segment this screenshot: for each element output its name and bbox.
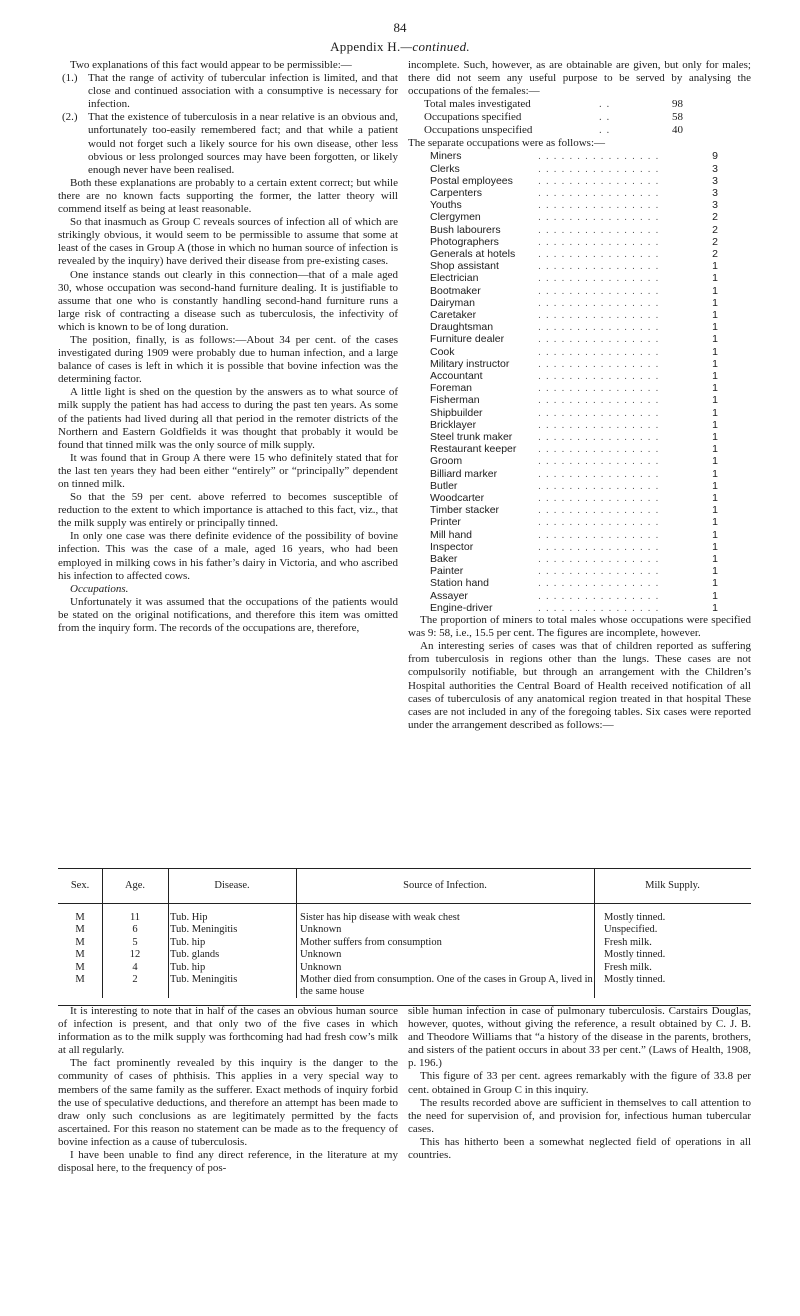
leader-dots: . . . . . . . . . . . . . . . .: [538, 296, 660, 309]
occupation-row: [430, 565, 751, 577]
occupation-name: Restaurant keeper: [430, 443, 517, 456]
occupation-count: 1: [712, 565, 718, 578]
occupation-row: [430, 224, 751, 236]
occupation-row: [430, 394, 751, 406]
occupation-row: [430, 175, 751, 187]
paragraph: An interesting series of cases was that of children reported as suffering from tuberculosis in regions other than the lungs. These cases are not compulsorily notifiable, but through an arrangement with the Children’s Hospital authorities the Central Board of Health received notification of all cases of tuberculosis of any anatomical region treated in that hospital These cases are not included in any of the foregoing tables. Six cases were reported under the arrangement described as follows:—: [408, 640, 751, 731]
occupation-row: [430, 553, 751, 565]
occupation-row: [430, 443, 751, 455]
occupation-name: Clergymen: [430, 211, 481, 224]
occupation-row: [430, 577, 751, 589]
page-number: 84: [393, 20, 407, 35]
occupation-count: 1: [712, 455, 718, 468]
occupation-row: [430, 431, 751, 443]
paragraph: So that the 59 per cent. above referred to becomes susceptible of reduction to the extent to which importance is attached to this fact, viz., that the milk supply was entirely or principally tinned.: [58, 491, 398, 530]
cell-age: 12: [129, 949, 141, 961]
paragraph: This has hitherto been a somewhat neglected field of operations in all countries.: [408, 1135, 751, 1162]
occupation-count: 1: [712, 479, 718, 492]
cell-source: Unknown: [300, 949, 342, 961]
occupation-name: Cook: [430, 345, 455, 358]
occupation-list: [408, 150, 751, 614]
occupation-name: Generals at hotels: [430, 248, 516, 260]
cell-source: Unknown: [300, 924, 342, 936]
occupation-count: 1: [712, 540, 718, 553]
occupation-row: [430, 260, 751, 272]
occupation-count: 1: [712, 260, 718, 273]
occupation-row: [430, 455, 751, 467]
table-row: [58, 949, 751, 961]
leader-dots: . . . . . . . . . . . . . . . .: [538, 162, 660, 175]
occupation-name: Mill hand: [430, 528, 473, 541]
paragraph: It was found that in Group A there were 15 who definitely stated that for the last ten years they had been either “entirely” or “principally” dependent on tinned milk.: [58, 451, 398, 490]
occupation-count: 1: [712, 345, 718, 358]
occupation-name: Bush labourers: [430, 223, 501, 236]
occupation-name: Furniture dealer: [430, 333, 505, 346]
occupation-name: Photographers: [430, 235, 499, 248]
occupation-name: Caretaker: [430, 309, 477, 322]
occupation-name: Bricklayer: [430, 418, 477, 431]
occupation-name: Billiard marker: [430, 467, 498, 480]
leader-dots: . . . . . . . . . . . . . . . .: [538, 382, 660, 395]
cell-source: Sister has hip disease with weak chest: [300, 912, 460, 923]
leader-dots: . . . . . . . . . . . . . . . .: [538, 540, 660, 553]
bottom-left-column: [58, 1005, 398, 1175]
column-divider: [168, 868, 169, 998]
paragraph: The results recorded above are sufficient in themselves to call attention to the need for supervision of, and provision for, infectious human tubercular cases.: [408, 1096, 751, 1135]
list-item-number: (1.): [62, 72, 78, 85]
table-row: [58, 912, 751, 924]
summary-row: Occupations unspecified . . 40: [424, 124, 683, 137]
paragraph: This figure of 33 per cent. agrees remarkably with the figure of 33.8 per cent. obtained in Group C in this inquiry.: [408, 1070, 751, 1096]
occupation-count: 1: [712, 528, 718, 541]
cell-milk-supply: Mostly tinned.: [604, 912, 666, 923]
cell-milk-supply: Mostly tinned.: [604, 974, 666, 986]
occupation-count: 1: [712, 577, 718, 590]
leader-dots: . . . . . . . . . . . . . . . .: [538, 516, 660, 529]
occupation-name: Bootmaker: [430, 284, 481, 297]
cell-milk-supply: Fresh milk.: [604, 936, 652, 948]
paragraph: Unfortunately it was assumed that the occupations of the patients would be stated on the original notifications, and therefore this item was omitted from the inquiry form. The records of the occupations are, therefore,: [58, 595, 398, 635]
occupation-row: [430, 602, 751, 614]
leader-dots: . . . . . . . . . . . . . . . .: [538, 211, 660, 224]
occupation-name: Groom: [430, 455, 463, 468]
leader-dots: . . . . . . . . . . . . . . . .: [538, 186, 660, 199]
cell-sex: M: [75, 936, 85, 948]
summary-count: 58: [672, 111, 683, 124]
cell-sex: M: [75, 924, 85, 936]
leader-dots: . . . . . . . . . . . . . . . .: [538, 455, 660, 468]
table-row: [58, 962, 751, 974]
leader-dots: . . . . . . . . . . . . . . . .: [538, 431, 660, 444]
leader-dots: . . . . . . . . . . . . . . . .: [538, 406, 660, 419]
occupation-name: Timber stacker: [430, 504, 500, 517]
cell-source: Mother suffers from consumption: [300, 936, 442, 948]
occupation-count: 2: [712, 235, 718, 248]
cell-milk-supply: Fresh milk.: [604, 961, 652, 973]
occupation-name: Clerks: [430, 162, 460, 175]
occupation-name: Postal employees: [430, 174, 513, 187]
leader-dots: . . . . . . . . . . . . . . . .: [538, 174, 660, 187]
occupation-count: 2: [712, 223, 718, 236]
occupation-row: [430, 370, 751, 382]
leader-dots: . . . . . . . . . . . . . . . .: [538, 492, 660, 505]
occupation-name: Baker: [430, 553, 458, 566]
occupation-name: Foreman: [430, 382, 473, 395]
leader-dots: . . . . . . . . . . . . . . . .: [538, 333, 660, 346]
leader-dots: . . . . . . . . . . . . . . . .: [538, 467, 660, 480]
occupation-count: 1: [712, 284, 718, 297]
occupation-row: [430, 297, 751, 309]
cell-disease: Tub. Hip: [170, 912, 208, 923]
header-disease: Disease.: [214, 879, 250, 891]
occupation-name: Dairyman: [430, 296, 475, 309]
occupation-count: 1: [712, 357, 718, 370]
occupation-count: 1: [712, 553, 718, 566]
leader-dots: . . . . . . . . . . . . . . . .: [538, 443, 660, 456]
occupation-name: Woodcarter: [430, 492, 485, 505]
occupation-count: 3: [712, 186, 718, 199]
occupation-row: [430, 541, 751, 553]
occupation-count: 1: [712, 394, 718, 407]
summary-label: Occupations unspecified: [424, 124, 533, 137]
occupation-row: [430, 248, 751, 260]
paragraph: The position, finally, is as follows:—About 34 per cent. of the cases investigated during 1909 were probably due to human infection, and a large balance of cases is left in which it is possible that bovine infection was the determining factor.: [58, 333, 398, 386]
leader-dots: . . . . . . . . . . . . . . . .: [538, 235, 660, 248]
right-column: [408, 59, 751, 732]
occupation-name: Carpenters: [430, 186, 482, 199]
cell-disease: Tub. Meningitis: [170, 974, 238, 986]
table-header: [58, 868, 751, 904]
occupation-count: 1: [712, 333, 718, 346]
occupation-row: [430, 199, 751, 211]
occupation-count: 1: [712, 443, 718, 456]
table-body: [58, 904, 751, 1006]
occupation-count: 1: [712, 504, 718, 517]
leader-dots: . . . . . . . . . . . . . . . .: [538, 260, 660, 273]
occupation-list-intro: The separate occupations were as follows:—: [408, 137, 606, 150]
bottom-right-column: [408, 1005, 751, 1162]
occupation-row: [430, 187, 751, 199]
occupation-count: 1: [712, 418, 718, 431]
cell-sex: M: [75, 974, 85, 986]
cell-sex: M: [75, 961, 85, 973]
occupation-count: 1: [712, 272, 718, 285]
running-head-title: Appendix H.: [330, 39, 401, 54]
cell-source: Mother died from consumption. One of the cases in Group A, lived in the same house: [300, 974, 593, 998]
cell-sex: M: [75, 949, 85, 961]
summary-row: Occupations specified . . 58: [424, 111, 683, 124]
occupation-count: 2: [712, 211, 718, 224]
leader-dots: . . . . . . . . . . . . . . . .: [538, 565, 660, 578]
occupation-name: Butler: [430, 479, 458, 492]
cell-sex: M: [75, 912, 85, 923]
leader-dots: . . . . . . . . . . . . . . . .: [538, 357, 660, 370]
paragraph: The fact prominently revealed by this inquiry is the danger to the community of cases of phthisis. This applies in a very special way to members of the same family as the sufferer. Exact methods of inquiry forbid the use of speculative deductions, and therefore an attempt has been made to draw only such conclusions as are legitimately permitted by the facts ascertained. For this reason no statement can be made as to the frequency of bovine infection as a cause of tuberculosis.: [58, 1057, 398, 1148]
occupation-row: [430, 236, 751, 248]
paragraph: One instance stands out clearly in this connection—that of a male aged 30, whose occupation was second-hand furniture dealing. It is justifiable to assume that one who is constantly handling second-hand furniture runs a large risk of contracting a disease such as tuberculosis, the infectivity of which is known to be of long duration.: [58, 268, 398, 333]
occupation-name: Assayer: [430, 589, 468, 602]
occupation-count: 1: [712, 431, 718, 444]
occupation-count: 1: [712, 296, 718, 309]
section-heading-occupations: Occupations.: [70, 582, 129, 595]
leader-dots: . . . . . . . . . . . . . . . .: [538, 199, 660, 212]
leader-dots: . . . . . . . . . . . . . . . .: [538, 553, 660, 566]
leader-dots: . . . . . . . . . . . . . . . .: [538, 504, 660, 517]
header-source: Source of Infection.: [403, 879, 487, 891]
occupation-row: [430, 211, 751, 223]
paragraph: The proportion of miners to total males whose occupations were specified was 9: 58, i.e., 15.5 per cent. The figures are incomplete, however.: [408, 614, 751, 640]
column-divider: [296, 868, 297, 998]
leader-dots: . . . . . . . . . . . . . . . .: [538, 150, 660, 163]
occupation-count: 1: [712, 406, 718, 419]
leader-dots: . . . . . . . . . . . . . . . .: [538, 479, 660, 492]
leader-dots: . . . . . . . . . . . . . . . .: [538, 309, 660, 322]
occupation-name: Draughtsman: [430, 321, 494, 334]
occupation-name: Steel trunk maker: [430, 431, 513, 444]
occupation-row: [430, 346, 751, 358]
occupation-name: Shop assistant: [430, 260, 499, 273]
occupation-name: Printer: [430, 516, 461, 529]
occupation-count: 1: [712, 601, 718, 614]
leader-dots: . . . . . . . . . . . . . . . .: [538, 345, 660, 358]
occupation-count: 1: [712, 321, 718, 334]
cell-milk-supply: Unspecified.: [604, 924, 658, 936]
summary-label: Occupations specified: [424, 111, 522, 124]
leader-dots: . . . . . . . . . . . . . . . .: [538, 577, 660, 590]
occupation-count: 3: [712, 199, 718, 212]
occupation-row: [430, 382, 751, 394]
occupation-name: Fisherman: [430, 394, 480, 407]
cell-age: 2: [132, 974, 138, 986]
occupation-row: [430, 419, 751, 431]
cell-disease: Tub. hip: [170, 961, 206, 973]
occupation-row: [430, 492, 751, 504]
occupation-name: Military instructor: [430, 357, 510, 370]
list-item: [58, 72, 398, 111]
header-sex: Sex.: [70, 879, 90, 891]
cell-milk-supply: Mostly tinned.: [604, 949, 666, 961]
occupation-name: Accountant: [430, 370, 483, 383]
cell-age: 4: [132, 961, 138, 973]
occupation-row: [430, 529, 751, 541]
leader-dots: . . . . . . . . . . . . . . . .: [538, 589, 660, 602]
left-column: [58, 59, 398, 635]
cell-disease: Tub. hip: [170, 936, 206, 948]
leader-dots: . . . . . . . . . . . . . . . .: [538, 370, 660, 383]
summary-label: Total males investigated: [424, 98, 531, 111]
summary-list: [408, 98, 751, 137]
occupation-name: Engine-driver: [430, 601, 493, 614]
table-row: [58, 924, 751, 936]
occupation-row: [430, 321, 751, 333]
summary-count: 40: [672, 124, 683, 137]
paragraph: Both these explanations are probably to a certain extent correct; but while there are no known facts supporting the former, the latter theory will commend itself as being at least reasonable.: [58, 176, 398, 216]
table-row: [58, 974, 751, 999]
occupation-count: 1: [712, 382, 718, 395]
column-divider: [594, 868, 595, 998]
occupation-count: 1: [712, 589, 718, 602]
occupation-row: [430, 309, 751, 321]
occupation-count: 3: [712, 174, 718, 187]
occupation-row: [430, 516, 751, 528]
occupation-count: 3: [712, 162, 718, 175]
leader-dots: . . . . . . . . . . . . . . . .: [538, 223, 660, 236]
occupation-row: [430, 468, 751, 480]
paragraph: I have been unable to find any direct reference, in the literature at my disposal here, to the frequency of pos-: [58, 1149, 398, 1175]
paragraph: incomplete. Such, however, as are obtainable are given, but only for males; there did not seem any useful purpose to be served by analysing the occupations of the females:—: [408, 59, 751, 98]
summary-row: Total males investigated . . 98: [424, 98, 683, 111]
occupation-count: 9: [712, 150, 718, 163]
occupation-row: [430, 163, 751, 175]
cell-source: Unknown: [300, 961, 342, 973]
occupation-row: [430, 358, 751, 370]
list-item-text: That the existence of tuberculosis in a near relative is an obvious and, unfortunately too-easily remembered fact; and that while a patient would not forget such a likely source for his own disease, other less obvious or less prolonged sources may have been forgotten, or likely enough never have been realised.: [88, 111, 398, 176]
leader-dots: . . . . . . . . . . . . . . . .: [538, 321, 660, 334]
paragraph: It is interesting to note that in half of the cases an obvious human source of infection is present, and that only two of the five cases in which information as to the milk supply was forthcoming had had fresh cow’s milk at all regularly.: [58, 1005, 398, 1057]
leader-dots: . . . . . . . . . . . . . . . .: [538, 394, 660, 407]
occupation-count: 1: [712, 516, 718, 529]
running-head-continued: —continued.: [400, 39, 470, 54]
children-cases-table: [58, 868, 751, 1006]
summary-count: 98: [672, 98, 683, 111]
leader-dots: . . . . . . . . . . . . . . . .: [538, 601, 660, 614]
table-row: [58, 937, 751, 949]
occupation-name: Miners: [430, 150, 462, 163]
occupation-name: Inspector: [430, 540, 474, 553]
cell-disease: Tub. glands: [170, 949, 220, 961]
header-milk-supply: Milk Supply.: [645, 879, 700, 891]
occupation-name: Youths: [430, 199, 462, 212]
paragraph: In only one case was there definite evidence of the possibility of bovine infection. This was the case of a male, aged 16 years, who had been employed in milking cows in his father’s dairy in Victoria, and who ascribed his infection to affected cows.: [58, 530, 398, 582]
occupation-count: 1: [712, 309, 718, 322]
leader-dots: . . . . . . . . . . . . . . . .: [538, 418, 660, 431]
occupation-row: [430, 590, 751, 602]
occupation-row: [430, 272, 751, 284]
leader-dots: . . . . . . . . . . . . . . . .: [538, 528, 660, 541]
paragraph: So that inasmuch as Group C reveals sources of infection all of which are strikingly obvious, it would seem to be permissible to assume that some at least of the cases in Group A (those in which no human source of infection is revealed by the inquiry) have derived their disease from pre-existing cases.: [58, 216, 398, 268]
occupation-row: [430, 504, 751, 516]
list-item-number: (2.): [62, 111, 78, 124]
list-item: [58, 111, 398, 176]
cell-age: 6: [132, 924, 138, 936]
paragraph: sible human infection in case of pulmonary tuberculosis. Carstairs Douglas, however, quotes, without giving the reference, a result obtained by C. J. B. and Theodore Williams that “a history of the disease in the parents, brothers, and sisters of the patient occurs in about 33 per cent.” (Laws of Health, 1908, p. 196.): [408, 1005, 751, 1070]
occupation-row: [430, 480, 751, 492]
occupation-row: [430, 285, 751, 297]
leader-dots: . . . . . . . . . . . . . . . .: [538, 284, 660, 297]
leader-dots: . . . . . . . . . . . . . . . .: [538, 248, 660, 260]
occupation-row: [430, 407, 751, 419]
occupation-name: Electrician: [430, 272, 479, 285]
occupation-count: 1: [712, 492, 718, 505]
occupation-name: Station hand: [430, 577, 489, 590]
running-head: [0, 39, 800, 55]
occupation-count: 1: [712, 467, 718, 480]
list-item-text: That the range of activity of tubercular infection is limited, and that close and continued association with a consumptive is necessary for infection.: [88, 72, 398, 111]
column-divider: [102, 868, 103, 998]
paragraph: Two explanations of this fact would appear to be permissible:—: [70, 59, 352, 71]
occupation-name: Shipbuilder: [430, 406, 483, 419]
occupation-count: 2: [712, 248, 718, 260]
leader-dots: . . . . . . . . . . . . . . . .: [538, 272, 660, 285]
cell-age: 11: [129, 912, 141, 923]
occupation-count: 1: [712, 370, 718, 383]
paragraph: A little light is shed on the question by the answers as to what source of milk supply the patient has had access to during the past ten years. As some of the patients had lived during all that period in the remoter districts of the Northern and Eastern Goldfields it was thought that probably it would be found that tinned milk was the only source of milk supply.: [58, 386, 398, 451]
occupation-row: [430, 150, 751, 162]
cell-disease: Tub. Meningitis: [170, 924, 238, 936]
header-age: Age.: [124, 879, 146, 891]
occupation-row: [430, 333, 751, 345]
cell-age: 5: [132, 936, 138, 948]
occupation-name: Painter: [430, 565, 464, 578]
